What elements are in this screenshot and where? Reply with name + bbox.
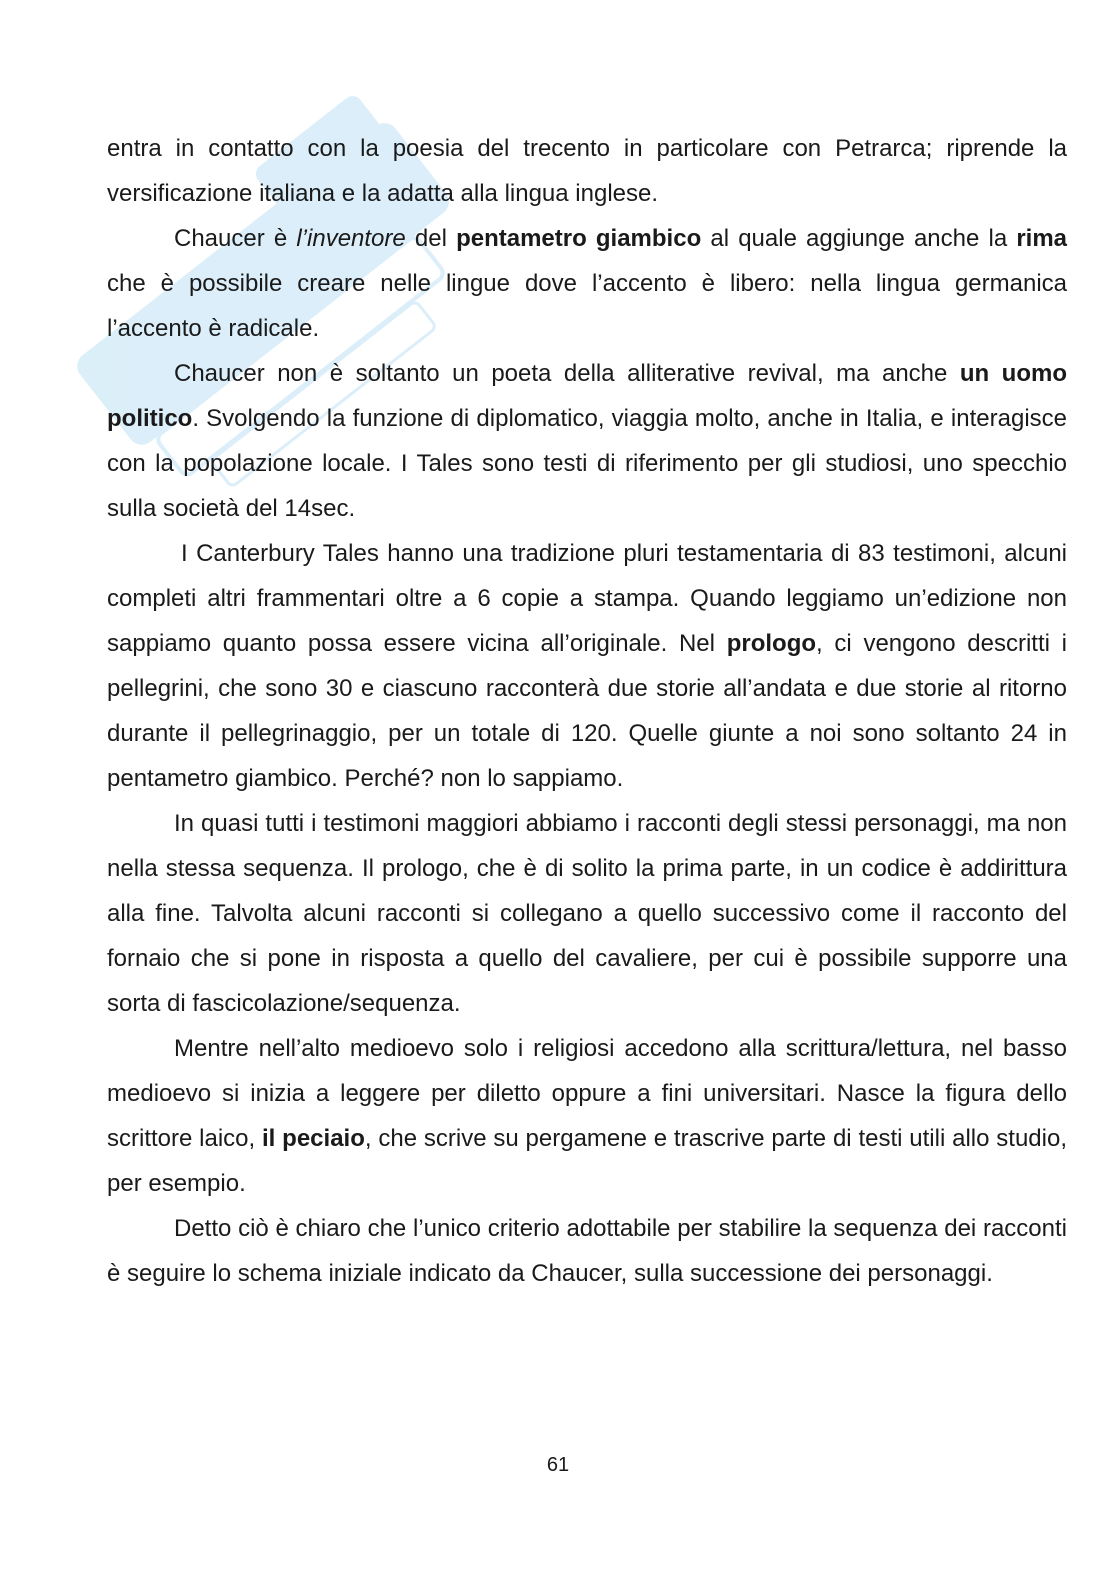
paragraph-1-text: entra in contatto con la poesia del trecento in particolare con Petrarca; riprende la versificazione italiana e la adatta alla lingua inglese.	[107, 135, 1067, 207]
paragraph-4	[107, 531, 1067, 801]
body-text	[107, 126, 1067, 1296]
paragraph-2	[107, 216, 1067, 351]
bold-il-peciaio: il peciaio	[262, 1125, 365, 1152]
paragraph-3-text-a: Chaucer non è soltanto un poeta della alliterative revival, ma anche	[174, 360, 960, 387]
paragraph-2-text-c: al quale aggiunge anche la	[701, 225, 1017, 252]
paragraph-6-text-b: , che scrive su pergamene e trascrive parte di testi utili allo studio, per esempio.	[107, 1125, 1067, 1197]
bold-uomo-politico: un uomo politico	[107, 360, 1067, 432]
paragraph-4-text-a: I Canterbury Tales hanno una tradizione pluri testamentaria di 83 testimoni, alcuni completi altri frammentari oltre a 6 copie a stampa. Quando leggiamo un’edizione non sappiamo quanto possa essere vicina all’originale. Nel	[107, 540, 1067, 657]
paragraph-6-text-a: Mentre nell’alto medioevo solo i religiosi accedono alla scrittura/lettura, nel basso medioevo si inizia a leggere per diletto oppure a fini universitari. Nasce la figura dello scrittore laico,	[107, 1035, 1067, 1152]
paragraph-2-text-d: che è possibile creare nelle lingue dove l’accento è libero: nella lingua germanica l’accento è radicale.	[107, 270, 1067, 342]
paragraph-7	[107, 1206, 1067, 1296]
paragraph-3-text-b: . Svolgendo la funzione di diplomatico, viaggia molto, anche in Italia, e interagisce con la popolazione locale. I Tales sono testi di riferimento per gli studiosi, uno specchio sulla società del 14sec.	[107, 405, 1067, 522]
paragraph-3	[107, 351, 1067, 531]
bold-prologo: prologo	[726, 630, 817, 657]
bold-rima: rima	[1016, 225, 1068, 252]
paragraph-2-text-b: del	[405, 225, 457, 252]
paragraph-6	[107, 1026, 1067, 1206]
paragraph-5-text: In quasi tutti i testimoni maggiori abbiamo i racconti degli stessi personaggi, ma non nella stessa sequenza. Il prologo, che è di solito la prima parte, in un codice è addirittura alla fine. Talvolta alcuni racconti si collegano a quello successivo come il racconto del fornaio che si pone in risposta a quello del cavaliere, per cui è possibile supporre una sorta di fascicolazione/sequenza.	[107, 810, 1067, 1017]
paragraph-7-text: Detto ciò è chiaro che l’unico criterio adottabile per stabilire la sequenza dei racconti è seguire lo schema iniziale indicato da Chaucer, sulla successione dei personaggi.	[107, 1215, 1067, 1287]
paragraph-4-text-b: , ci vengono descritti i pellegrini, che sono 30 e ciascuno racconterà due storie all’andata e due storie al ritorno durante il pellegrinaggio, per un totale di 120. Quelle giunte a noi sono soltanto 24 in pentametro giambico. Perché? non lo sappiamo.	[107, 630, 1067, 792]
paragraph-1	[107, 126, 1067, 216]
paragraph-2-text-a: Chaucer è	[174, 225, 297, 252]
emphasis-inventore: l’inventore	[296, 225, 406, 252]
bold-pentametro-giambico: pentametro giambico	[456, 225, 702, 252]
page-number: 61	[546, 1454, 570, 1476]
paragraph-5	[107, 801, 1067, 1026]
